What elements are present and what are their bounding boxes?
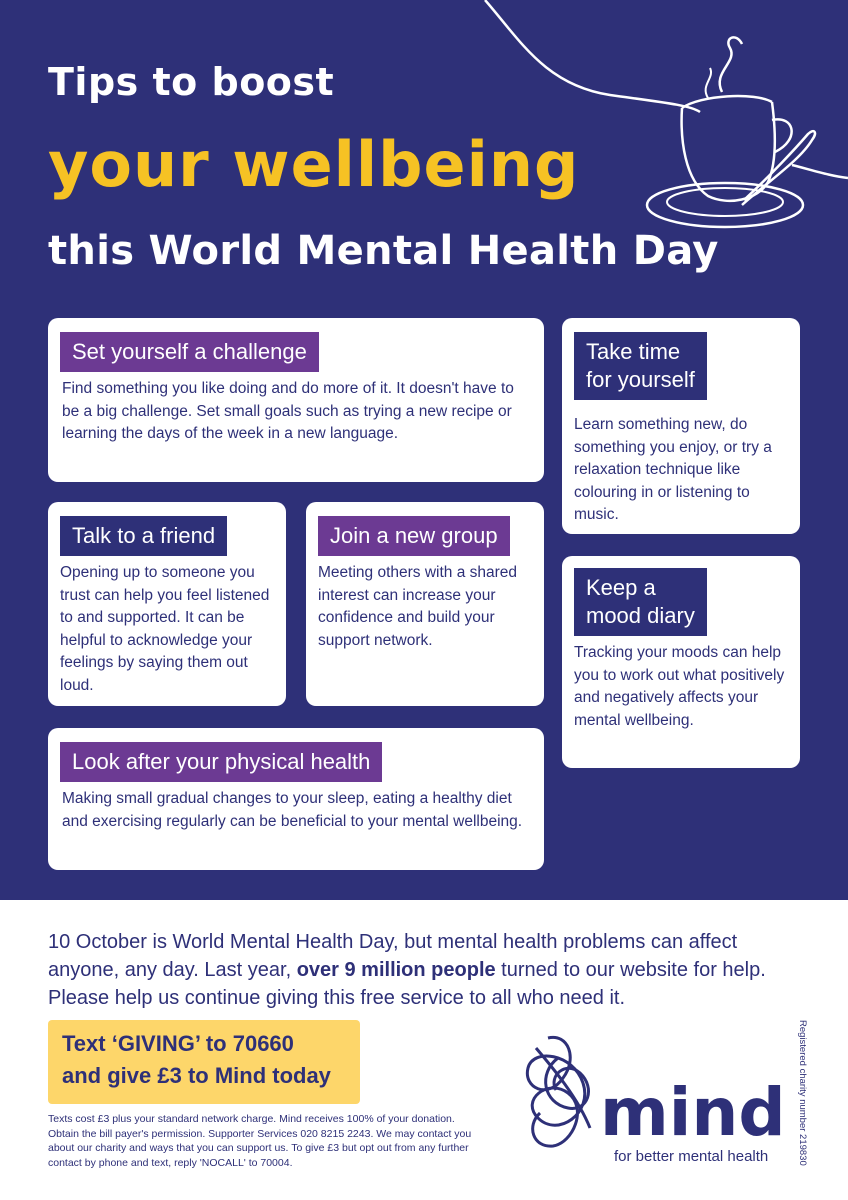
tip-title-time-line-2: for yourself [586, 367, 695, 392]
cta-line-2: and give £3 to Mind today [62, 1063, 331, 1088]
tip-title-talk-to-friend: Talk to a friend [60, 516, 227, 556]
mind-logo [508, 1028, 788, 1168]
tip-card-join-group [306, 502, 544, 706]
tip-body-join-group: Meeting others with a shared interest can increase your confidence and build your support network. [318, 564, 518, 649]
mind-wordmark: mind [600, 1074, 786, 1151]
tip-body-mood-diary: Tracking your moods can help you to work out what positively and negatively affects your mental wellbeing. [574, 644, 785, 729]
small-print: Texts cost £3 plus your standard network charge. Mind receives 100% of your donation. Obtain the bill payer's permission. Supporter Services 020 8215 2243. We may contact you about our charity and ways that you can support us. To give £3 but opt out from any further contact by phone and text, reply 'NOCALL' to 70004. [48, 1113, 472, 1169]
tip-card-time-for-yourself [562, 318, 800, 534]
tip-card-physical-health [48, 728, 544, 870]
cta-line-1: Text ‘GIVING’ to 70660 [62, 1031, 294, 1056]
tip-card-challenge [48, 318, 544, 482]
footer-message [48, 928, 808, 1012]
mind-logo-scribble [508, 1028, 608, 1158]
tip-title-challenge: Set yourself a challenge [60, 332, 319, 372]
mind-tagline: for better mental health [614, 1148, 769, 1165]
tip-card-talk-to-friend [48, 502, 286, 706]
tip-body-talk-to-friend: Opening up to someone you trust can help you feel listened to and supported. It can be helpful to acknowledge your feelings by saying them out loud. [60, 564, 270, 694]
footer-intro: 10 October is World Mental Health Day, but mental health problems can affect anyone, any day. Last year, [48, 931, 738, 981]
footer-outro: turned to our website for help. Please help us continue giving this free service to all who need it. [48, 959, 766, 1009]
tip-body-time-for-yourself: Learn something new, do something you enjoy, or try a relaxation technique like colouring in or listening to music. [574, 416, 772, 523]
tip-body-physical-health: Making small gradual changes to your sleep, eating a healthy diet and exercising regularly can be beneficial to your mental wellbeing. [62, 790, 523, 830]
tip-body-challenge: Find something you like doing and do more of it. It doesn't have to be a big challenge. Set small goals such as trying a new recipe or learning the days of the week in a new language. [62, 380, 514, 442]
headline-line-3: this World Mental Health Day [48, 228, 719, 274]
tip-title-join-group: Join a new group [318, 516, 510, 556]
text-donation-callout [48, 1020, 360, 1104]
tip-title-time-for-yourself [574, 332, 707, 400]
tip-title-time-line-1: Take time [586, 339, 681, 364]
headline-line-1: Tips to boost [48, 60, 335, 104]
tip-title-mood-diary [574, 568, 707, 636]
tip-title-mood-line-2: mood diary [586, 603, 695, 628]
tip-card-mood-diary [562, 556, 800, 768]
registered-charity-number: Registered charity number 219830 [797, 1020, 808, 1166]
headline-line-2: your wellbeing [48, 128, 580, 201]
tip-title-physical-health: Look after your physical health [60, 742, 382, 782]
footer-highlight: over 9 million people [296, 959, 496, 981]
tip-title-mood-line-1: Keep a [586, 575, 656, 600]
